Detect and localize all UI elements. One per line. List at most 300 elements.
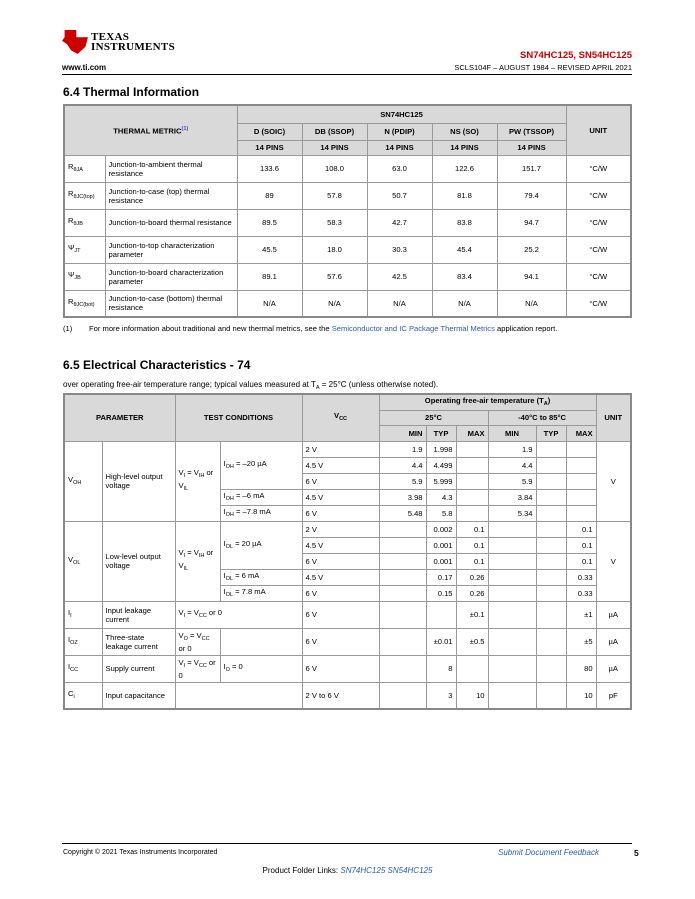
spec-value [379,521,426,537]
spec-value [379,537,426,553]
table-row [64,682,631,709]
text-segment: I [68,635,71,644]
text-segment: V [178,468,184,477]
test-condition-current [220,569,302,585]
spec-value: 0.001 [426,537,456,553]
text-segment: OH [225,463,234,470]
test-condition-current [220,489,302,505]
text-segment: IL [183,486,189,492]
text-segment: = –7.8 mA [233,506,271,516]
spec-value: 4.3 [426,489,456,505]
spec-value: 5.9 [488,473,536,489]
text-segment: = 6 mA [232,570,260,580]
spec-value [536,473,566,489]
spec-value: 0.26 [456,569,488,585]
text-segment: A [543,400,548,407]
metric-value: 25.2 [497,236,566,263]
text-segment: = –20 µA [233,458,267,468]
test-condition [175,628,220,655]
spec-value: 3.98 [379,489,426,505]
parameter-description: Input capacitance [102,682,175,709]
metric-value: 45.5 [237,236,302,263]
spec-value [536,601,566,628]
spec-value: ±1 [566,601,596,628]
spec-value [566,457,596,473]
text-segment: V [178,608,184,617]
unit: V [596,441,631,521]
text-segment: or 0 [178,657,216,680]
parameter-description: Supply current [102,655,175,682]
metric-value: 57.8 [302,182,367,209]
spec-value: 5.34 [488,505,536,521]
spec-value: 1.9 [379,441,426,457]
spec-value: 0.1 [456,521,488,537]
spec-value [536,537,566,553]
parameter-description: Low-level output voltage [102,521,175,601]
spec-value: 4.499 [426,457,456,473]
spec-value [456,441,488,457]
symbol-main: R [68,296,74,306]
test-condition-current [220,441,302,489]
table-row [64,236,631,263]
table-row [64,521,631,537]
metric-unit: °C/W [566,209,631,236]
spec-value [456,505,488,521]
vcc-value: 2 V [302,441,379,457]
metric-value: 94.7 [497,209,566,236]
section-title-electrical: 6.5 Electrical Characteristics - 74 [63,358,251,372]
text-segment: I [223,538,226,548]
symbol-main: R [68,162,74,171]
text-segment: I [183,473,186,479]
spec-value: 0.15 [426,585,456,601]
max-header: MAX [456,425,488,441]
spec-value: 0.26 [456,585,488,601]
metric-symbol [64,290,105,317]
spec-value: 0.1 [566,553,596,569]
unit-header: UNIT [596,394,631,441]
spec-value: 4.4 [488,457,536,473]
text-segment: = 7.8 mA [232,586,266,596]
vcc-value: 6 V [302,473,379,489]
symbol-main: R [68,216,74,225]
table-row [64,155,631,182]
text-segment: V [334,411,340,421]
temp-25c-header: 25°C [379,410,488,425]
spec-value: 5.48 [379,505,426,521]
package-header: DB (SSOP) [302,123,367,140]
parameter-symbol [64,655,102,682]
parameter-description: High-level output voltage [102,441,175,521]
vcc-value: 6 V [302,628,379,655]
test-condition-current [220,521,302,569]
test-condition-current [220,585,302,601]
text-segment: O [225,667,230,673]
test-condition [175,682,302,709]
text-segment: = –6 mA [233,490,265,500]
table-row [64,290,631,317]
parameter-symbol [64,682,102,709]
text-segment: A [315,385,320,391]
vcc-value: 4.5 V [302,457,379,473]
text-segment: C [68,688,74,698]
metric-unit: °C/W [566,263,631,290]
text-segment: V [178,548,184,557]
product-folder-links: Product Folder Links: SN74HC125 SN54HC125 [262,866,433,875]
footnote-ref[interactable]: (1) [181,125,189,132]
text-segment: CC [339,416,348,423]
electrical-subtitle [63,380,438,391]
thermal-metrics-link[interactable]: Semiconductor and IC Package Thermal Metrics [331,324,495,333]
spec-value [536,505,566,521]
spec-value [566,505,596,521]
electrical-table [63,393,632,710]
symbol-sub: θJB [73,221,83,227]
spec-value: 0.33 [566,585,596,601]
spec-value: 5.8 [426,505,456,521]
parameter-header: PARAMETER [64,394,175,441]
metric-unit: °C/W [566,155,631,182]
vcc-header [302,394,379,441]
text-segment: = V [185,468,199,477]
vcc-value: 4.5 V [302,537,379,553]
parameter-symbol [64,521,102,601]
text-segment: = V [185,657,199,667]
spec-value: 10 [456,682,488,709]
text-segment: ) [547,395,551,405]
metric-value: N/A [432,290,497,317]
spec-value [379,601,426,628]
symbol-sub: θJC(bot) [73,301,95,308]
spec-value [488,585,536,601]
device-header: SN74HC125 [237,105,566,123]
spec-value: 4.4 [379,457,426,473]
spec-value [488,521,536,537]
spec-value: 1.998 [426,441,456,457]
text-segment: = 0 [229,662,243,671]
symbol-main: Ψ [68,270,75,279]
text-segment: CC [201,635,210,642]
spec-value [379,628,426,655]
spec-value: 0.002 [426,521,456,537]
text-segment: I [183,613,186,619]
copyright: Copyright © 2021 Texas Instruments Incorporated [63,849,218,856]
spec-value [536,682,566,709]
submit-feedback-link[interactable]: Submit Document Feedback [498,848,599,857]
logo-text: TEXAS [91,31,130,43]
ti-logo-icon [62,30,88,54]
spec-value: 0.17 [426,569,456,585]
text-segment: = V [185,608,199,617]
metric-description: Junction-to-board characterization parameter [105,263,237,290]
symbol-main: Ψ [68,243,75,252]
text-segment: = V [187,630,202,640]
spec-value [566,441,596,457]
pins-header: 14 PINS [432,140,497,155]
vcc-value: 6 V [302,655,379,682]
spec-value [379,553,426,569]
part-numbers: SN74HC125, SN54HC125 [520,50,632,61]
spec-value: ±0.01 [426,628,456,655]
vcc-value: 6 V [302,601,379,628]
spec-value [566,489,596,505]
spec-value: 80 [566,655,596,682]
pins-header: 14 PINS [367,140,432,155]
text-segment: = 25°C (unless otherwise noted). [319,380,439,389]
op-temp-header [379,394,596,410]
spec-value: 5.999 [426,473,456,489]
text-segment: I [223,570,226,580]
text-segment: OH [73,479,82,486]
typ-header: TYP [536,425,566,441]
metric-value: 42.5 [367,263,432,290]
table-row [64,182,631,209]
text-segment: I [223,662,226,671]
unit: µA [596,628,631,655]
package-header: NS (SO) [432,123,497,140]
text-segment: OZ [70,640,78,646]
spec-value: ±0.5 [456,628,488,655]
metric-description: Junction-to-case (bottom) thermal resistance [105,290,237,317]
temp-range-header: -40°C to 85°C [488,410,596,425]
vcc-value: 6 V [302,585,379,601]
metric-value: 30.3 [367,236,432,263]
vcc-value: 6 V [302,553,379,569]
spec-value [456,473,488,489]
text-segment: O [183,635,188,642]
spec-value: ±5 [566,628,596,655]
parameter-description: Input leakage current [102,601,175,628]
spec-value [536,489,566,505]
spec-value [536,441,566,457]
text-segment: Operating free-air temperature (T [424,395,544,405]
metric-symbol [64,236,105,263]
product-link[interactable]: SN74HC125 [340,866,386,875]
spec-value [488,553,536,569]
max-header: MAX [566,425,596,441]
symbol-sub: θJC(top) [73,194,95,200]
table-row [64,263,631,290]
vcc-value: 6 V [302,505,379,521]
text-segment: V [68,554,74,564]
text-segment: CC [198,662,207,669]
metric-value: 94.1 [497,263,566,290]
metric-value: 83.4 [432,263,497,290]
package-header: D (SOIC) [237,123,302,140]
metric-value: 63.0 [367,155,432,182]
vcc-value: 2 V [302,521,379,537]
text-segment: or 0 [178,643,192,653]
section-title-thermal: 6.4 Thermal Information [63,85,200,99]
min-header: MIN [379,425,426,441]
text-segment: IL [183,566,189,572]
spec-value [536,553,566,569]
spec-value [536,628,566,655]
text-segment: = 20 µA [232,538,262,548]
page-number: 5 [634,848,639,858]
spec-value: 8 [426,655,456,682]
vcc-value: 2 V to 6 V [302,682,379,709]
test-condition-current [220,505,302,521]
metric-symbol [64,182,105,209]
symbol-main: R [68,189,74,198]
metric-unit: °C/W [566,182,631,209]
text-segment: CC [70,667,79,673]
unit: µA [596,601,631,628]
metric-unit: °C/W [566,290,631,317]
header-divider [62,74,632,75]
metric-symbol [64,263,105,290]
metric-value: 108.0 [302,155,367,182]
parameter-symbol [64,601,102,628]
spec-value [536,569,566,585]
metric-value: 122.6 [432,155,497,182]
spec-value [488,628,536,655]
text-segment: or 0 [206,608,222,617]
unit: µA [596,655,631,682]
metric-value: 89 [237,182,302,209]
spec-value [379,655,426,682]
test-condition [175,655,220,682]
text-segment: OL [225,591,233,598]
metric-description: Junction-to-ambient thermal resistance [105,155,237,182]
metric-value: 151.7 [497,155,566,182]
text-segment: I [223,490,226,500]
pins-header: 14 PINS [302,140,367,155]
metric-value: 133.6 [237,155,302,182]
text-segment: I [68,608,71,617]
text-segment: OL [225,543,233,550]
text-segment: I [223,506,226,516]
spec-value: 0.1 [566,537,596,553]
text-segment: or V [178,468,214,490]
text-segment: OH [225,495,234,502]
footer-divider [62,843,632,844]
text-segment: = V [185,548,199,557]
vcc-value: 4.5 V [302,489,379,505]
spec-value [456,655,488,682]
text-segment: i [73,693,75,700]
metric-value: 83.8 [432,209,497,236]
pins-header: 14 PINS [237,140,302,155]
spec-value: 1.9 [488,441,536,457]
spec-value: 3.84 [488,489,536,505]
text-segment: V [178,657,184,667]
metric-value: N/A [497,290,566,317]
test-condition [220,655,302,682]
text-segment: IH [198,473,205,479]
spec-value: 0.33 [566,569,596,585]
spec-value [379,585,426,601]
table-row [64,209,631,236]
unit-header: UNIT [566,105,631,155]
spec-value [536,655,566,682]
test-condition [220,628,302,655]
metric-symbol [64,155,105,182]
metric-value: 18.0 [302,236,367,263]
text-segment: I [183,553,186,559]
typ-header: TYP [426,425,456,441]
unit: V [596,521,631,601]
text-segment: V [68,474,74,484]
text-segment: I [68,662,71,671]
text-segment: OL [225,575,233,582]
spec-value: 10 [566,682,596,709]
spec-value [488,682,536,709]
package-header: N (PDIP) [367,123,432,140]
text-segment: I [223,458,226,468]
text-segment: I [223,586,226,596]
test-condition [175,441,220,521]
spec-value: 0.1 [456,537,488,553]
text-segment: CC [198,613,207,619]
metric-value: 57.6 [302,263,367,290]
text-segment: IH [198,553,205,559]
metric-value: 50.7 [367,182,432,209]
test-condition [175,601,302,628]
metric-description: Junction-to-case (top) thermal resistance [105,182,237,209]
metric-value: N/A [367,290,432,317]
text-segment: V [178,630,184,640]
spec-value [488,537,536,553]
spec-value [536,585,566,601]
thermal-table [63,104,632,318]
metric-value: 42.7 [367,209,432,236]
symbol-sub: JB [74,275,81,281]
pins-header: 14 PINS [497,140,566,155]
website[interactable]: www.ti.com [62,63,107,72]
metric-value: 89.1 [237,263,302,290]
metric-value: 58.3 [302,209,367,236]
spec-value [488,601,536,628]
spec-value: 3 [426,682,456,709]
table-row [64,601,631,628]
spec-value [536,521,566,537]
logo-text: INSTRUMENTS [91,41,175,53]
spec-value [488,569,536,585]
table-row [64,441,631,457]
metric-unit: °C/W [566,236,631,263]
unit: pF [596,682,631,709]
symbol-sub: JT [74,248,81,254]
parameter-symbol [64,628,102,655]
text-segment: OL [73,559,81,566]
text-segment: I [70,613,72,619]
product-link[interactable]: SN54HC125 [387,866,433,875]
spec-value [488,655,536,682]
table-row [64,655,631,682]
spec-value [456,457,488,473]
ti-logo [62,30,175,54]
spec-value: 0.1 [456,553,488,569]
spec-value: 5.9 [379,473,426,489]
spec-value [426,601,456,628]
min-header: MIN [488,425,536,441]
text-segment: OH [225,511,234,518]
metric-value: 45.4 [432,236,497,263]
spec-value [566,473,596,489]
parameter-symbol [64,441,102,521]
thermal-footnote: (1) For more information about traditional and new thermal metrics, see the Semiconductor and IC Package Thermal Metrics application report. [63,324,558,333]
test-conditions-header: TEST CONDITIONS [175,394,302,441]
metric-description: Junction-to-top characterization parameter [105,236,237,263]
metric-value: 79.4 [497,182,566,209]
document-id: SCLS104F – AUGUST 1984 – REVISED APRIL 2021 [454,63,632,72]
symbol-sub: θJA [73,167,83,173]
spec-value: 0.001 [426,553,456,569]
metric-description: Junction-to-board thermal resistance [105,209,237,236]
spec-value [379,682,426,709]
